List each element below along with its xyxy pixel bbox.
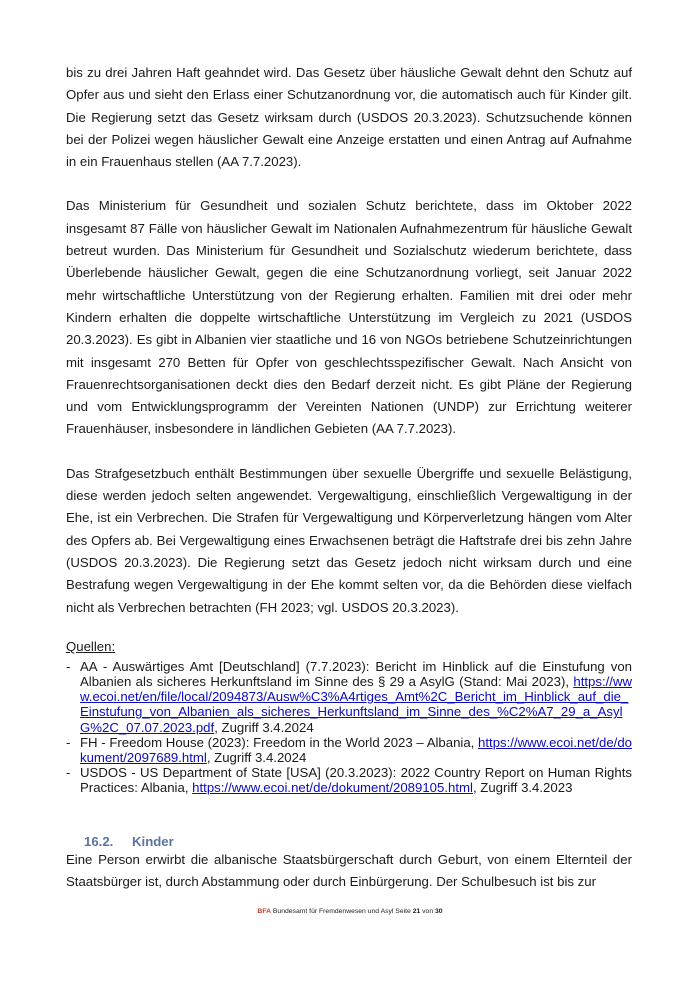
sources-heading: Quellen:: [66, 638, 116, 654]
paragraph-ministry-report: Das Ministerium für Gesundheit und sozialen Schutz berichtete, dass im Oktober 2022 insgesamt 87 Fälle von häuslicher Gewalt im Nationalen Aufnahmezentrum für häusliche Gewalt betreut wurden. Das Ministerium für Gesundheit und Sozialschutz wiederum berichtete, dass Überlebende häuslicher Gewalt, gegen die eine Schutzanordnung vorliegt, seit Januar 2022 mehr wirtschaftliche Unterstützung von der Regierung erhalten. Familien mit drei oder mehr Kindern erhalten die doppelte wirtschaftliche Unterstützung im Vergleich zu 2021 (USDOS 20.3.2023). Es gibt in Albanien vier staatliche und 16 von NGOs betriebene Schutzeinrichtungen mit insgesamt 270 Betten für Opfer von geschlechtsspezifischer Gewalt. Nach Ansicht von Frauenrechtsorganisationen deckt dies den Bedarf derzeit nicht. Es gibt Pläne der Regierung und vom Entwicklungsprogramm der Vereinten Nationen (UNDP) zur Errichtung weiterer Frauenhäuser, insbesondere in ländlichen Gebieten (AA 7.7.2023).: [66, 198, 632, 437]
source-text: USDOS - US Department of State [USA] (20.3.2023): 2022 Country Report on Human Rights Practices: Albania,: [80, 765, 632, 796]
list-dash: -: [66, 765, 71, 781]
source-item-aa: [66, 659, 632, 735]
source-item-fh: [66, 735, 632, 765]
footer-org: Bundesamt für Fremdenwesen und Asyl Seite: [271, 908, 413, 915]
source-link-aa[interactable]: https://www.ecoi.net/en/file/local/2094873/Ausw%C3%A4rtiges_Amt%2C_Bericht_im_Hinblick_auf_die_Einstufung_von_Albanien_als_sicheres_Herkunftsland_im_Sinne_des_%C2%A7_29_a_AsylG%2C_07.07.2023.pdf: [80, 674, 632, 735]
source-access-date: , Zugriff 3.4.2024: [206, 750, 307, 766]
footer-page-total: 30: [435, 908, 443, 915]
source-link-usdos[interactable]: https://www.ecoi.net/de/dokument/2089105.html: [192, 780, 473, 796]
sources-list: [66, 659, 632, 796]
source-text: AA - Auswärtiges Amt [Deutschland] (7.7.2023): Bericht im Hinblick auf die Einstufung von Albanien als sicheres Herkunftsland im Sinne des § 29 a AsylG (Stand: Mai 2023),: [80, 658, 632, 690]
source-item-usdos: [66, 765, 632, 795]
section-number: 16.2.: [84, 833, 114, 849]
page-footer: [0, 908, 700, 915]
source-link-fh[interactable]: https://www.ecoi.net/de/dokument/2097689.html: [80, 734, 632, 766]
section-heading-kinder: [66, 834, 632, 849]
paragraph-criminal-code: Das Strafgesetzbuch enthält Bestimmungen über sexuelle Übergriffe und sexuelle Belästigung, diese werden jedoch selten angewendet. Vergewaltigung, einschließlich Vergewaltigung in der Ehe, ist ein Verbrechen. Die Strafen für Vergewaltigung und Körperverletzung hängen vom Alter des Opfers ab. Bei Vergewaltigung eines Erwachsenen beträgt die Haftstrafe drei bis zehn Jahre (USDOS 20.3.2023). Die Regierung setzt das Gesetz jedoch nicht wirksam durch und eine Bestrafung wegen Vergewaltigung in der Ehe kommt selten vor, da die Behörden diese vielfach nicht als Verbrechen betrachten (FH 2023; vgl. USDOS 20.3.2023).: [66, 465, 632, 615]
paragraph-domestic-violence-law: bis zu drei Jahren Haft geahndet wird. Das Gesetz über häusliche Gewalt dehnt den Schutz auf Opfer aus und sieht den Erlass einer Schutzanordnung vor, die automatisch auch für Kinder gilt. Die Regierung setzt das Gesetz wirksam durch (USDOS 20.3.2023). Schutzsuchende können bei der Polizei wegen häuslicher Gewalt eine Anzeige erstatten und einen Antrag auf Aufnahme in ein Frauenhaus stellen (AA 7.7.2023).: [66, 65, 632, 170]
bfa-logo-text: BFA: [257, 908, 272, 915]
source-access-date: , Zugriff 3.4.2023: [472, 780, 573, 796]
footer-page-number: 21: [412, 908, 421, 915]
document-page: [66, 62, 632, 893]
footer-of: von: [420, 908, 436, 915]
list-dash: -: [66, 734, 71, 750]
source-access-date: , Zugriff 3.4.2024: [214, 719, 314, 735]
source-text: FH - Freedom House (2023): Freedom in the World 2023 – Albania,: [80, 734, 479, 750]
list-dash: -: [66, 658, 71, 674]
section-title: Kinder: [132, 833, 174, 849]
paragraph-citizenship: Eine Person erwirbt die albanische Staatsbürgerschaft durch Geburt, von einem Elternteil der Staatsbürger ist, durch Abstammung oder durch Einbürgerung. Der Schulbesuch ist bis zur: [66, 851, 632, 889]
